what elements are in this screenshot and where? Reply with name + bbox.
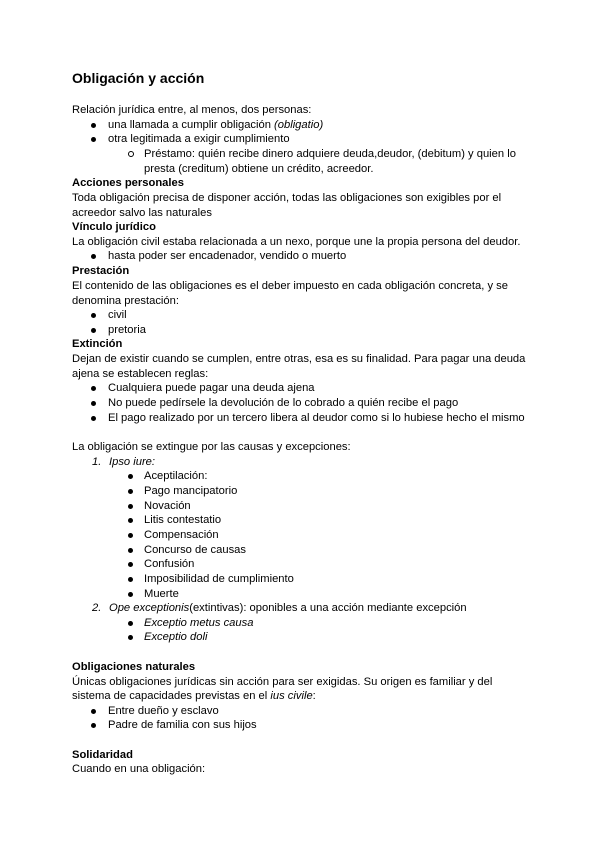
- bullet-icon: [91, 709, 96, 714]
- paragraph: sistema de capacidades previstas en el ius civile:: [72, 690, 316, 702]
- list-item: Entre dueño y esclavo: [108, 704, 219, 718]
- bullet-icon: [91, 254, 96, 259]
- ordered-item-1: 1. Ipso iure:: [92, 456, 156, 468]
- bullet-icon: [91, 386, 96, 391]
- heading-acciones: Acciones personales: [72, 177, 184, 189]
- list-item: Exceptio metus causa: [144, 616, 253, 630]
- bullet-icon: [128, 489, 133, 494]
- list-item: civil: [108, 308, 127, 322]
- list-item: Novación: [144, 499, 191, 513]
- list-item: Compensación: [144, 528, 219, 542]
- list-item: Muerte: [144, 587, 179, 601]
- page-title: Obligación y acción: [72, 70, 205, 86]
- bullet-icon: [128, 592, 133, 597]
- list-item: Imposibilidad de cumplimiento: [144, 572, 294, 586]
- list-item: Litis contestatio: [144, 513, 221, 527]
- paragraph: La obligación se extingue por las causas y excepciones:: [72, 441, 351, 453]
- list-item: Aceptilación:: [144, 469, 207, 483]
- list-item: una llamada a cumplir obligación (obligatio): [108, 118, 323, 132]
- bullet-icon: [91, 401, 96, 406]
- paragraph: denomina prestación:: [72, 295, 179, 307]
- bullet-icon: [91, 416, 96, 421]
- bullet-icon: [128, 548, 133, 553]
- heading-prestacion: Prestación: [72, 265, 130, 277]
- intro-text: Relación jurídica entre, al menos, dos personas:: [72, 104, 312, 116]
- list-item: pretoria: [108, 323, 146, 337]
- list-item-continuation: presta (creditum) obtiene un crédito, acreedor.: [144, 163, 374, 175]
- paragraph: Únicas obligaciones jurídicas sin acción para ser exigidas. Su origen es familiar y del: [72, 676, 493, 688]
- bullet-icon: [128, 621, 133, 626]
- bullet-icon: [128, 635, 133, 640]
- heading-naturales: Obligaciones naturales: [72, 661, 196, 673]
- paragraph: acreedor salvo las naturales: [72, 207, 212, 219]
- list-item: Pago mancipatorio: [144, 484, 237, 498]
- bullet-icon: [128, 562, 133, 567]
- bullet-icon: [91, 123, 96, 128]
- bullet-icon: [91, 137, 96, 142]
- bullet-icon: [91, 328, 96, 333]
- bullet-icon: [91, 313, 96, 318]
- list-item: otra legitimada a exigir cumplimiento: [108, 132, 290, 146]
- bullet-icon: [128, 533, 133, 538]
- ordered-item-2: 2. Ope exceptionis(extintivas): oponibles a una acción mediante excepción: [92, 602, 467, 614]
- bullet-icon: [128, 577, 133, 582]
- heading-vinculo: Vínculo jurídico: [72, 221, 156, 233]
- list-item: El pago realizado por un tercero libera al deudor como si lo hubiese hecho el mismo: [108, 411, 525, 425]
- paragraph: Dejan de existir cuando se cumplen, entre otras, esa es su finalidad. Para pagar una deuda: [72, 353, 526, 365]
- paragraph: ajena se establecen reglas:: [72, 368, 209, 380]
- circle-bullet-icon: [128, 151, 134, 157]
- list-item: Confusión: [144, 557, 194, 571]
- bullet-icon: [128, 504, 133, 509]
- paragraph: Toda obligación precisa de disponer acción, todas las obligaciones son exigibles por el: [72, 192, 502, 204]
- bullet-icon: [128, 518, 133, 523]
- paragraph: El contenido de las obligaciones es el deber impuesto en cada obligación concreta, y se: [72, 280, 508, 292]
- list-item: Padre de familia con sus hijos: [108, 718, 257, 732]
- heading-solidaridad: Solidaridad: [72, 749, 133, 761]
- list-item: No puede pedírsele la devolución de lo cobrado a quién recibe el pago: [108, 396, 458, 410]
- list-item: Préstamo: quién recibe dinero adquiere deuda,deudor, (debitum) y quien lo: [144, 147, 516, 161]
- list-item: Cualquiera puede pagar una deuda ajena: [108, 381, 315, 395]
- paragraph: La obligación civil estaba relacionada a un nexo, porque une la propia persona del deudor.: [72, 236, 521, 248]
- list-item: Exceptio doli: [144, 630, 207, 644]
- paragraph: Cuando en una obligación:: [72, 763, 206, 775]
- bullet-icon: [91, 723, 96, 728]
- list-item: Concurso de causas: [144, 543, 246, 557]
- list-item: hasta poder ser encadenador, vendido o muerto: [108, 249, 346, 263]
- bullet-icon: [128, 474, 133, 479]
- heading-extincion: Extinción: [72, 338, 123, 350]
